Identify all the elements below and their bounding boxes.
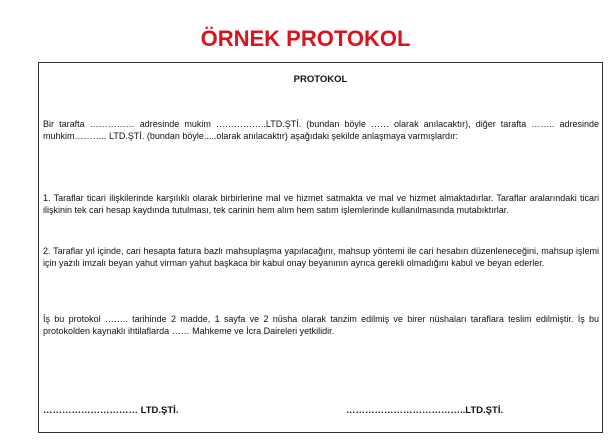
article-2-paragraph: 2. Taraflar yıl içinde, cari hesapta fatura bazlı mahsuplaşma yapılacağını, mahsup yöntemi ile cari hesabın düzenleneceğini, mahsup işlemi için yazılı imzalı beyan yahut virman yahut başkaca bir kabul onay beyanının ayrıca gerekli olmadığını kabul ve beyan ederler. [43, 246, 599, 268]
signature-left: ………………………… LTD.ŞTİ. [43, 405, 179, 416]
closing-paragraph: İş bu protokol …….. tarihinde 2 madde, 1 sayfa ve 2 nüsha olarak tanzim edilmiş ve birer nüshaları taraflara teslim edilmiştir. İş bu protokolden kaynaklı ihtilaflarda …… Mahkeme ve İcra Daireleri yetkilidir. [43, 314, 599, 336]
intro-paragraph: Bir tarafta …………… adresinde mukim ……………..LTD.ŞTİ. (bundan böyle …… olarak anılacaktır), diğer tarafta …….. adresinde muhkim……….. LTD.ŞTİ. (bundan böyle.....olarak anılacaktır) aşağıdaki şekilde anlaşmaya varmışlardır: [43, 119, 599, 141]
protocol-document [38, 62, 603, 433]
page-title: ÖRNEK PROTOKOL [200, 26, 411, 51]
document-heading: PROTOKOL [293, 74, 348, 85]
article-1-paragraph: 1. Taraflar ticari ilişkilerinde karşılıklı olarak birbirlerine mal ve hizmet satmakta ve mal ve hizmet almaktadırlar. Taraflar aralarındaki ticari ilişkinin tek cari hesap kaydında tutulması, tek carinin hem alım hem satım işlemlerinde kullanılmasında mutabıktırlar. [43, 193, 599, 215]
signature-right: ………………………………..LTD.ŞTİ. [346, 405, 504, 416]
